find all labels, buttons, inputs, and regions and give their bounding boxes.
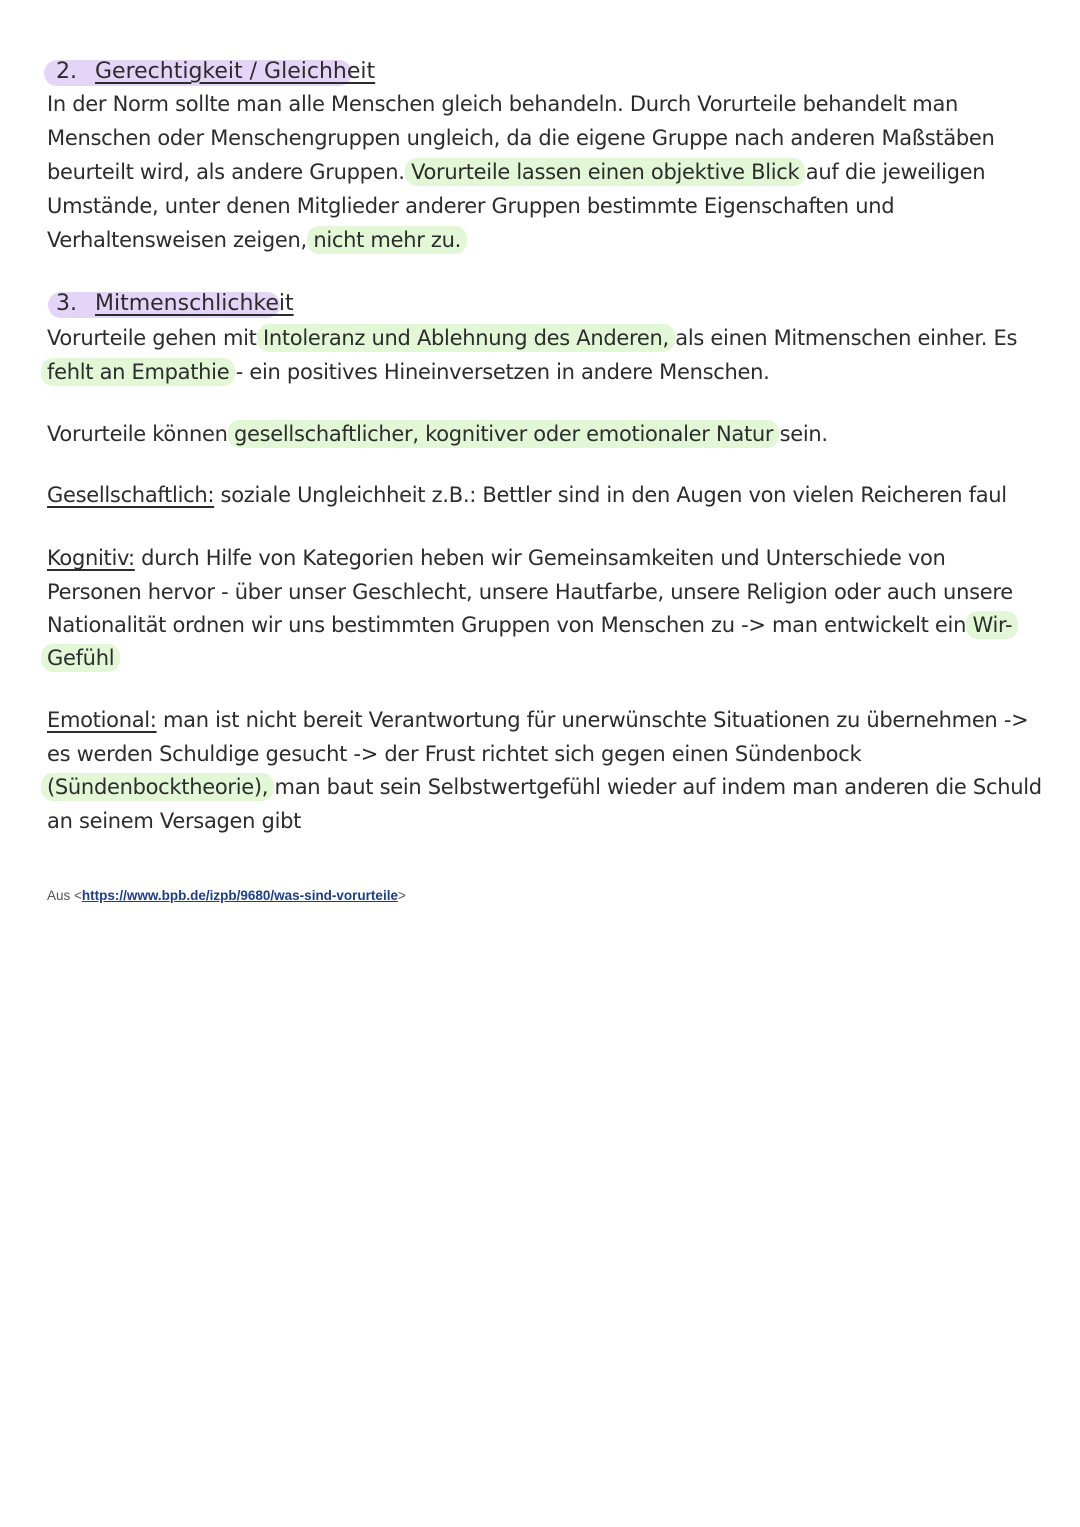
social-text: soziale Ungleichheit z.B.: Bettler sind in den Augen von vielen Reicheren faul	[220, 483, 1007, 507]
cognitive-line-3: Nationalität ordnen wir uns bestimmten Gruppen von Menschen zu -> man entwickelt ein Wir-	[47, 609, 1012, 642]
emotional-line-3: (Sündenbocktheorie), man baut sein Selbstwertgefühl wieder auf indem man anderen die Schuld	[47, 771, 1042, 804]
nature-line: Vorurteile können gesellschaftlicher, kognitiver oder emotionaler Natur sein.	[47, 422, 828, 446]
section2-line-2: Menschen oder Menschengruppen ungleich, da die eigene Gruppe nach anderen Maßstäben	[47, 126, 995, 150]
cognitive-label: Kognitiv:	[47, 546, 135, 570]
section3-highlight-2: fehlt an Empathie	[41, 358, 235, 386]
emotional-highlight: (Sündenbocktheorie),	[41, 773, 274, 801]
section2-line-5: Verhaltensweisen zeigen, nicht mehr zu.	[47, 224, 461, 257]
section3-highlight-1: Intoleranz und Ablehnung des Anderen,	[257, 324, 675, 352]
emotional-line-4: an seinem Versagen gibt	[47, 809, 302, 833]
section3-title: Mitmenschlichkeit	[95, 291, 294, 316]
section2-number: 2.	[56, 59, 77, 84]
section2-title: Gerechtigkeit / Gleichheit	[95, 59, 376, 84]
section2-line-3: beurteilt wird, als andere Gruppen. Vorurteile lassen einen objektive Blick auf die jeweiligen	[47, 160, 986, 184]
section2-heading	[56, 55, 375, 89]
section2-line-1: In der Norm sollte man alle Menschen gleich behandeln. Durch Vorurteile behandelt man	[47, 92, 959, 116]
section3-number: 3.	[56, 291, 77, 316]
source-link[interactable]: https://www.bpb.de/izpb/9680/was-sind-vorurteile	[81, 888, 398, 903]
source-citation: Aus <https://www.bpb.de/izpb/9680/was-sind-vorurteile>	[47, 888, 406, 903]
section2-highlight-1: Vorurteile lassen einen objektive Blick	[405, 158, 805, 186]
cognitive-line-1: Kognitiv: durch Hilfe von Kategorien heben wir Gemeinsamkeiten und Unterschiede von	[47, 546, 946, 570]
cognitive-line-4	[47, 642, 114, 675]
nature-highlight: gesellschaftlicher, kognitiver oder emotionaler Natur	[228, 420, 779, 448]
section3-heading	[56, 287, 294, 321]
emotional-label: Emotional:	[47, 708, 157, 732]
section2-line-4: Umstände, unter denen Mitglieder anderer Gruppen bestimmte Eigenschaften und	[47, 194, 895, 218]
social-paragraph	[47, 479, 1007, 512]
cognitive-highlight-1: Wir-	[966, 611, 1018, 639]
section3-line-1: Vorurteile gehen mit Intoleranz und Ablehnung des Anderen, als einen Mitmenschen einher. Es	[47, 326, 1018, 350]
emotional-line-1: Emotional: man ist nicht bereit Verantwortung für unerwünschte Situationen zu übernehmen ->	[47, 708, 1029, 732]
emotional-line-2: es werden Schuldige gesucht -> der Frust richtet sich gegen einen Sündenbock	[47, 742, 862, 766]
cognitive-highlight-2: Gefühl	[41, 644, 120, 672]
cognitive-line-2: Personen hervor - über unser Geschlecht, unsere Hautfarbe, unsere Religion oder auch unsere	[47, 580, 1013, 604]
social-label: Gesellschaftlich:	[47, 483, 215, 507]
section2-highlight-2: nicht mehr zu.	[307, 226, 467, 254]
section3-line-2: fehlt an Empathie - ein positives Hineinversetzen in andere Menschen.	[47, 356, 769, 389]
